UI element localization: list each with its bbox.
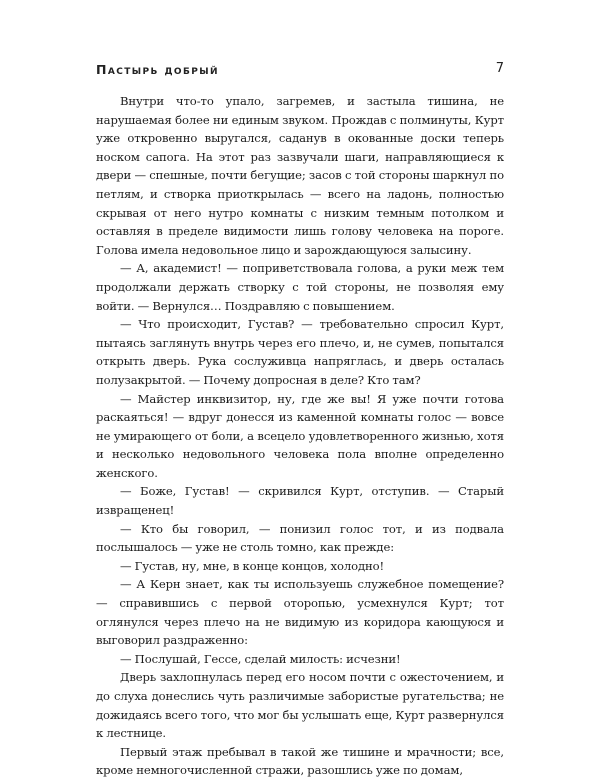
paragraph: — А Керн знает, как ты используешь служебное помещение? — справившись с первой оторопью, усмехнулся Курт; тот оглянулся через плечо на не видимую из коридора кающуюся и выговорил раздраженно: [96, 577, 504, 648]
paragraph: — Боже, Густав! — скривился Курт, отступив. — Старый извращенец! [96, 484, 504, 518]
body-text [96, 92, 504, 780]
running-title: Пастырь добрый [96, 62, 219, 77]
paragraph: Внутри что-то упало, загремев, и застыла тишина, не нарушаемая более ни единым звуком. Прождав с полминуты, Курт уже откровенно выругался, саданув в окованные доски теперь носком сапога. На этот раз зазвучали шаги, направляющиеся к двери — спешные, почти бегущие; засов с той стороны шаркнул по петлям, и створка приоткрылась — всего на ладонь, полностью скрывая от него нутро комнаты с низким темным потолком и оставляя в пределе видимости лишь голову человека на пороге. Голова имела недовольное лицо и зарождающуюся залысину. [96, 94, 504, 257]
paragraph: Дверь захлопнулась перед его носом почти с ожесточением, и до слуха донеслись чуть различимые забористые ругательства; не дожидаясь всего того, что мог бы услышать еще, Курт развернулся к лестнице. [96, 670, 504, 741]
page-number: 7 [495, 61, 504, 76]
paragraph: — А, академист! — поприветствовала голова, а руки меж тем продолжали держать створку с той стороны, не позволяя ему войти. — Вернулся… Поздравляю с повышением. [96, 261, 504, 313]
page-header [96, 62, 504, 82]
paragraph: — Кто бы говорил, — понизил голос тот, и из подвала послышалось — уже не столь томно, как прежде: [96, 521, 504, 555]
paragraph: — Майстер инквизитор, ну, где же вы! Я уже почти готова раскаяться! — вдруг донесся из каменной комнаты голос — вовсе не умирающего от боли, а всецело удовлетворенного жизнью, хотя и несколько недовольного человека пола вполне определенно женского. [96, 391, 504, 480]
paragraph: — Густав, ну, мне, в конце концов, холодно! [120, 558, 385, 573]
paragraph: — Что происходит, Густав? — требовательно спросил Курт, пытаясь заглянуть внутрь через его плечо, и, не сумев, попытался открыть дверь. Рука сослуживца напряглась, и дверь осталась полузакрытой. — Почему допросная в деле? Кто там? [96, 317, 504, 387]
paragraph: — Послушай, Гессе, сделай милость: исчезни! [120, 651, 401, 666]
paragraph: Первый этаж пребывал в такой же тишине и мрачности; все, кроме немногочисленной стражи, разошлись уже по домам, [96, 744, 504, 778]
